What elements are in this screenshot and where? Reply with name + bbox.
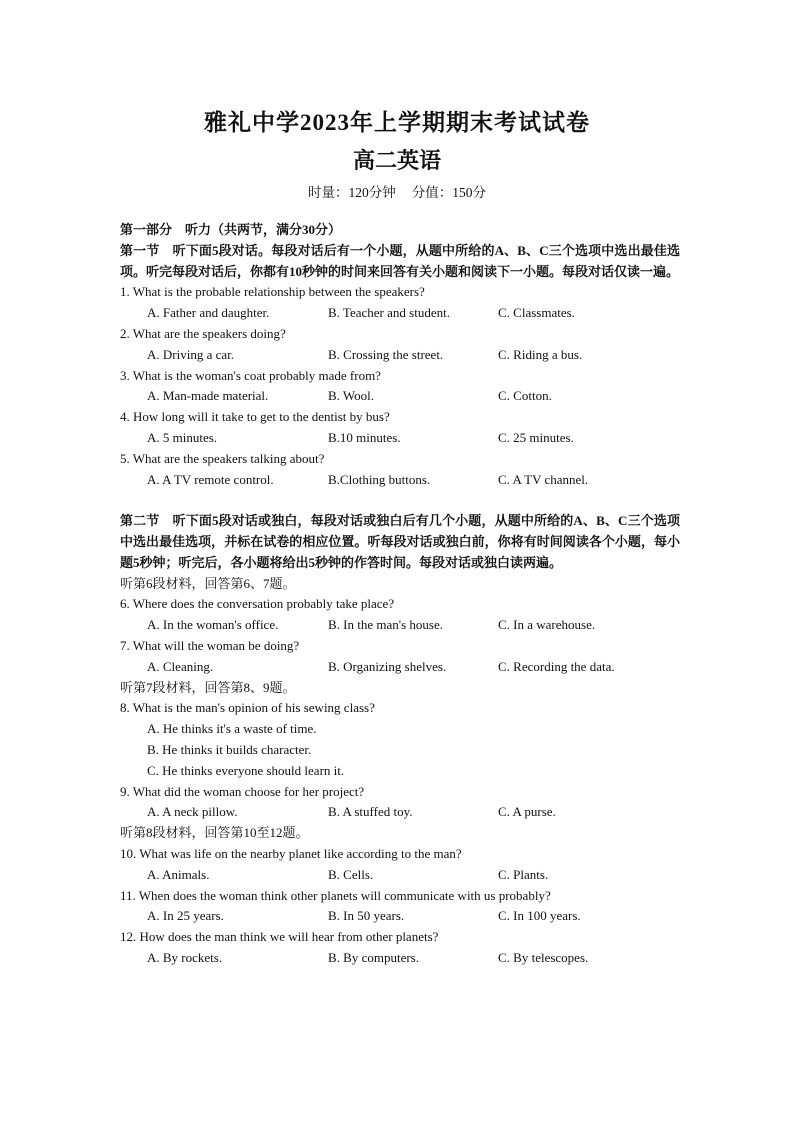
option-a: A. Father and daughter. [147, 305, 270, 321]
material-note-8: 听第8段材料，回答第10至12题。 [120, 825, 309, 841]
question-options [120, 303, 680, 324]
part1-heading: 第一部分 听力（共两节，满分30分） [120, 222, 342, 237]
question-7 [120, 636, 680, 678]
question-2 [120, 324, 680, 366]
question-text: 6. Where does the conversation probably take place? [120, 596, 395, 612]
option-b: B. He thinks it builds character. [147, 741, 312, 757]
option-b: B. Organizing shelves. [328, 658, 447, 674]
exam-time: 时量：120分钟 [308, 185, 396, 200]
section1-instructions: 第一节 听下面5段对话。每段对话后有一个小题，从题中所给的A、B、C三个选项中选出最佳选项。听完每段对话后，你都有10秒钟的时间来回答有关小题和阅读下一小题。每段对话仅读一遍。 [120, 242, 680, 279]
option-c: C. 25 minutes. [498, 429, 574, 445]
question-1 [120, 282, 680, 324]
option-a: A. In the woman's office. [147, 617, 279, 633]
option-b: B. In the man's house. [328, 617, 443, 633]
exam-subject: 高二英语 [352, 148, 441, 173]
option-a: A. In 25 years. [147, 908, 224, 924]
question-text: 3. What is the woman's coat probably made from? [120, 367, 381, 383]
question-options [120, 948, 680, 969]
option-b: B. By computers. [328, 949, 419, 965]
question-options [120, 470, 680, 491]
option-b: B. Wool. [328, 388, 375, 404]
question-8 [120, 698, 680, 781]
section2-instructions: 第二节 听下面5段对话或独白，每段对话或独白后有几个小题，从题中所给的A、B、C三个选项中选出最佳选项，并标在试卷的相应位置。听每段对话或独白前，你将有时间阅读各个小题，每小题5秒钟；听完后，各小题将给出5秒钟的作答时间。每段对话或独白读两遍。 [120, 513, 680, 570]
option-c: C. Classmates. [498, 305, 575, 321]
question-options [120, 906, 680, 927]
question-options [120, 386, 680, 407]
question-options [120, 615, 680, 636]
question-options [120, 428, 680, 449]
question-6 [120, 594, 680, 636]
question-options [120, 657, 680, 678]
question-text: 12. How does the man think we will hear from other planets? [120, 929, 439, 945]
question-3 [120, 366, 680, 408]
option-b: B.Clothing buttons. [328, 471, 431, 487]
section-gap [120, 490, 680, 511]
question-text: 11. When does the woman think other planets will communicate with us probably? [120, 887, 551, 903]
question-text: 4. How long will it take to get to the dentist by bus? [120, 409, 390, 425]
exam-meta [0, 181, 794, 201]
option-a: A. A neck pillow. [147, 804, 238, 820]
question-text: 8. What is the man's opinion of his sewing class? [120, 700, 375, 716]
question-11 [120, 886, 680, 928]
question-text: 10. What was life on the nearby planet like according to the man? [120, 845, 462, 861]
option-a: A. Animals. [147, 866, 210, 882]
option-a: A. He thinks it's a waste of time. [147, 721, 317, 737]
option-c: C. A TV channel. [498, 471, 589, 487]
question-10 [120, 844, 680, 886]
exam-score: 分值：150分 [411, 185, 486, 200]
option-c: C. He thinks everyone should learn it. [147, 762, 345, 778]
option-a: A. By rockets. [147, 949, 223, 965]
option-a: A. A TV remote control. [147, 471, 274, 487]
option-a: A. 5 minutes. [147, 429, 218, 445]
option-c: C. A purse. [498, 804, 556, 820]
question-text: 9. What did the woman choose for her project? [120, 783, 365, 799]
question-12 [120, 927, 680, 969]
question-9 [120, 782, 680, 824]
material-note-6: 听第6段材料，回答第6、7题。 [120, 575, 296, 591]
option-c: C. Cotton. [498, 388, 552, 404]
option-b: B. Crossing the street. [328, 346, 444, 362]
question-text: 5. What are the speakers talking about? [120, 450, 325, 466]
option-c: C. Riding a bus. [498, 346, 583, 362]
option-c: C. Plants. [498, 866, 549, 882]
material-note-7: 听第7段材料，回答第8、9题。 [120, 679, 296, 695]
question-text: 7. What will the woman be doing? [120, 637, 300, 653]
question-4 [120, 407, 680, 449]
exam-content [120, 220, 680, 969]
question-text: 1. What is the probable relationship between the speakers? [120, 284, 425, 300]
option-a: A. Driving a car. [147, 346, 235, 362]
exam-title: 雅礼中学2023年上学期期末考试试卷 [204, 110, 590, 135]
option-b: B.10 minutes. [328, 429, 401, 445]
question-text: 2. What are the speakers doing? [120, 325, 286, 341]
option-c: C. By telescopes. [498, 949, 589, 965]
question-options [120, 802, 680, 823]
option-c: C. In 100 years. [498, 908, 581, 924]
option-a: A. Cleaning. [147, 658, 214, 674]
option-b: B. In 50 years. [328, 908, 405, 924]
option-b: B. A stuffed toy. [328, 804, 413, 820]
question-options [120, 865, 680, 886]
option-a: A. Man-made material. [147, 388, 269, 404]
option-c: C. In a warehouse. [498, 617, 596, 633]
question-options [120, 345, 680, 366]
option-c: C. Recording the data. [498, 658, 615, 674]
option-b: B. Teacher and student. [328, 305, 450, 321]
option-b: B. Cells. [328, 866, 374, 882]
question-5 [120, 449, 680, 491]
